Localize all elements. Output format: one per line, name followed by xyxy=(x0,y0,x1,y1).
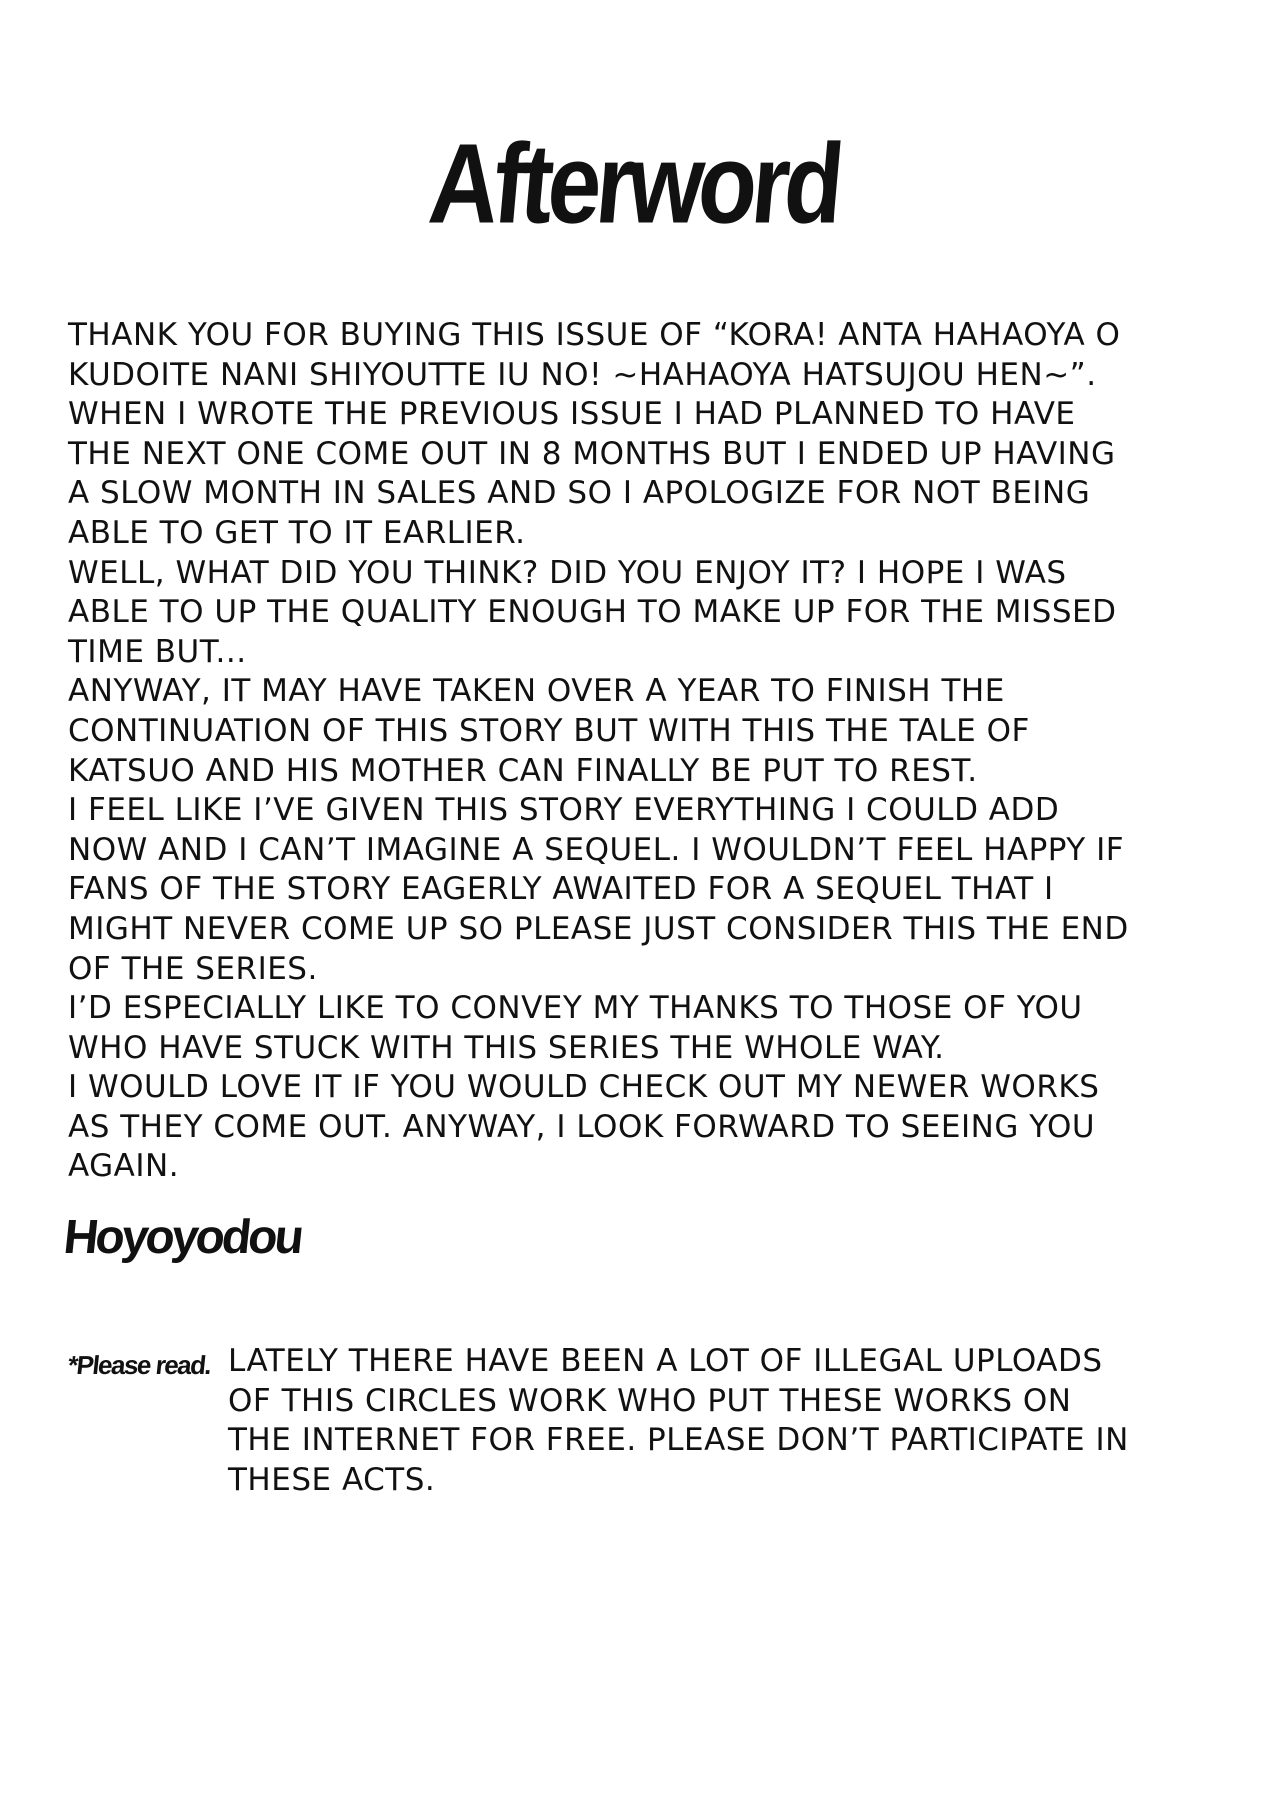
body-line: MIGHT NEVER COME UP SO PLEASE JUST CONSIDER THIS THE END xyxy=(68,910,1129,947)
note-line: LATELY THERE HAVE BEEN A LOT OF ILLEGAL UPLOADS xyxy=(228,1343,1103,1379)
note-label: *Please read. xyxy=(66,1350,213,1380)
note-body xyxy=(228,1342,1228,1500)
body-line: WHO HAVE STUCK WITH THIS SERIES THE WHOLE WAY. xyxy=(68,1029,945,1066)
note-line: THESE ACTS. xyxy=(228,1461,436,1498)
body-line: CONTINUATION OF THIS STORY BUT WITH THIS THE TALE OF xyxy=(68,712,1030,749)
body-line: NOW AND I CAN’T IMAGINE A SEQUEL. I WOULDN’T FEEL HAPPY IF xyxy=(68,831,1125,868)
note-line: OF THIS CIRCLES WORK WHO PUT THESE WORKS ON xyxy=(228,1382,1072,1419)
body-line: WHEN I WROTE THE PREVIOUS ISSUE I HAD PLANNED TO HAVE xyxy=(68,396,1076,433)
author-signature: Hoyoyodou xyxy=(61,1211,304,1264)
body-line: THE NEXT ONE COME OUT IN 8 MONTHS BUT I ENDED UP HAVING xyxy=(68,435,1116,472)
note-line: THE INTERNET FOR FREE. PLEASE DON’T PARTICIPATE IN xyxy=(228,1422,1129,1459)
page-title: Afterword xyxy=(424,121,845,248)
body-line: I’D ESPECIALLY LIKE TO CONVEY MY THANKS TO THOSE OF YOU xyxy=(68,990,1083,1027)
body-line: A SLOW MONTH IN SALES AND SO I APOLOGIZE FOR NOT BEING xyxy=(68,475,1091,512)
body-line: KUDOITE NANI SHIYOUTTE IU NO! ~HAHAOYA HATSUJOU HEN~”. xyxy=(68,356,1097,393)
body-line: I FEEL LIKE I’VE GIVEN THIS STORY EVERYTHING I COULD ADD xyxy=(68,792,1060,829)
body-line: KATSUO AND HIS MOTHER CAN FINALLY BE PUT TO REST. xyxy=(68,752,978,789)
body-line: ABLE TO GET TO IT EARLIER. xyxy=(68,514,526,551)
body-line: AS THEY COME OUT. ANYWAY, I LOOK FORWARD TO SEEING YOU xyxy=(68,1108,1096,1145)
body-line: FANS OF THE STORY EAGERLY AWAITED FOR A SEQUEL THAT I xyxy=(68,871,1054,908)
body-line: TIME BUT... xyxy=(68,633,247,670)
body-line: ABLE TO UP THE QUALITY ENOUGH TO MAKE UP FOR THE MISSED xyxy=(68,594,1117,631)
body-line: OF THE SERIES. xyxy=(68,950,318,987)
body-line: AGAIN. xyxy=(68,1148,180,1185)
body-line: I WOULD LOVE IT IF YOU WOULD CHECK OUT MY NEWER WORKS xyxy=(68,1069,1100,1106)
afterword-body xyxy=(68,316,1258,1187)
body-line: THANK YOU FOR BUYING THIS ISSUE OF “KORA! ANTA HAHAOYA O xyxy=(68,317,1121,353)
body-line: WELL, WHAT DID YOU THINK? DID YOU ENJOY IT? I HOPE I WAS xyxy=(68,554,1067,591)
body-line: ANYWAY, IT MAY HAVE TAKEN OVER A YEAR TO FINISH THE xyxy=(68,673,1005,710)
